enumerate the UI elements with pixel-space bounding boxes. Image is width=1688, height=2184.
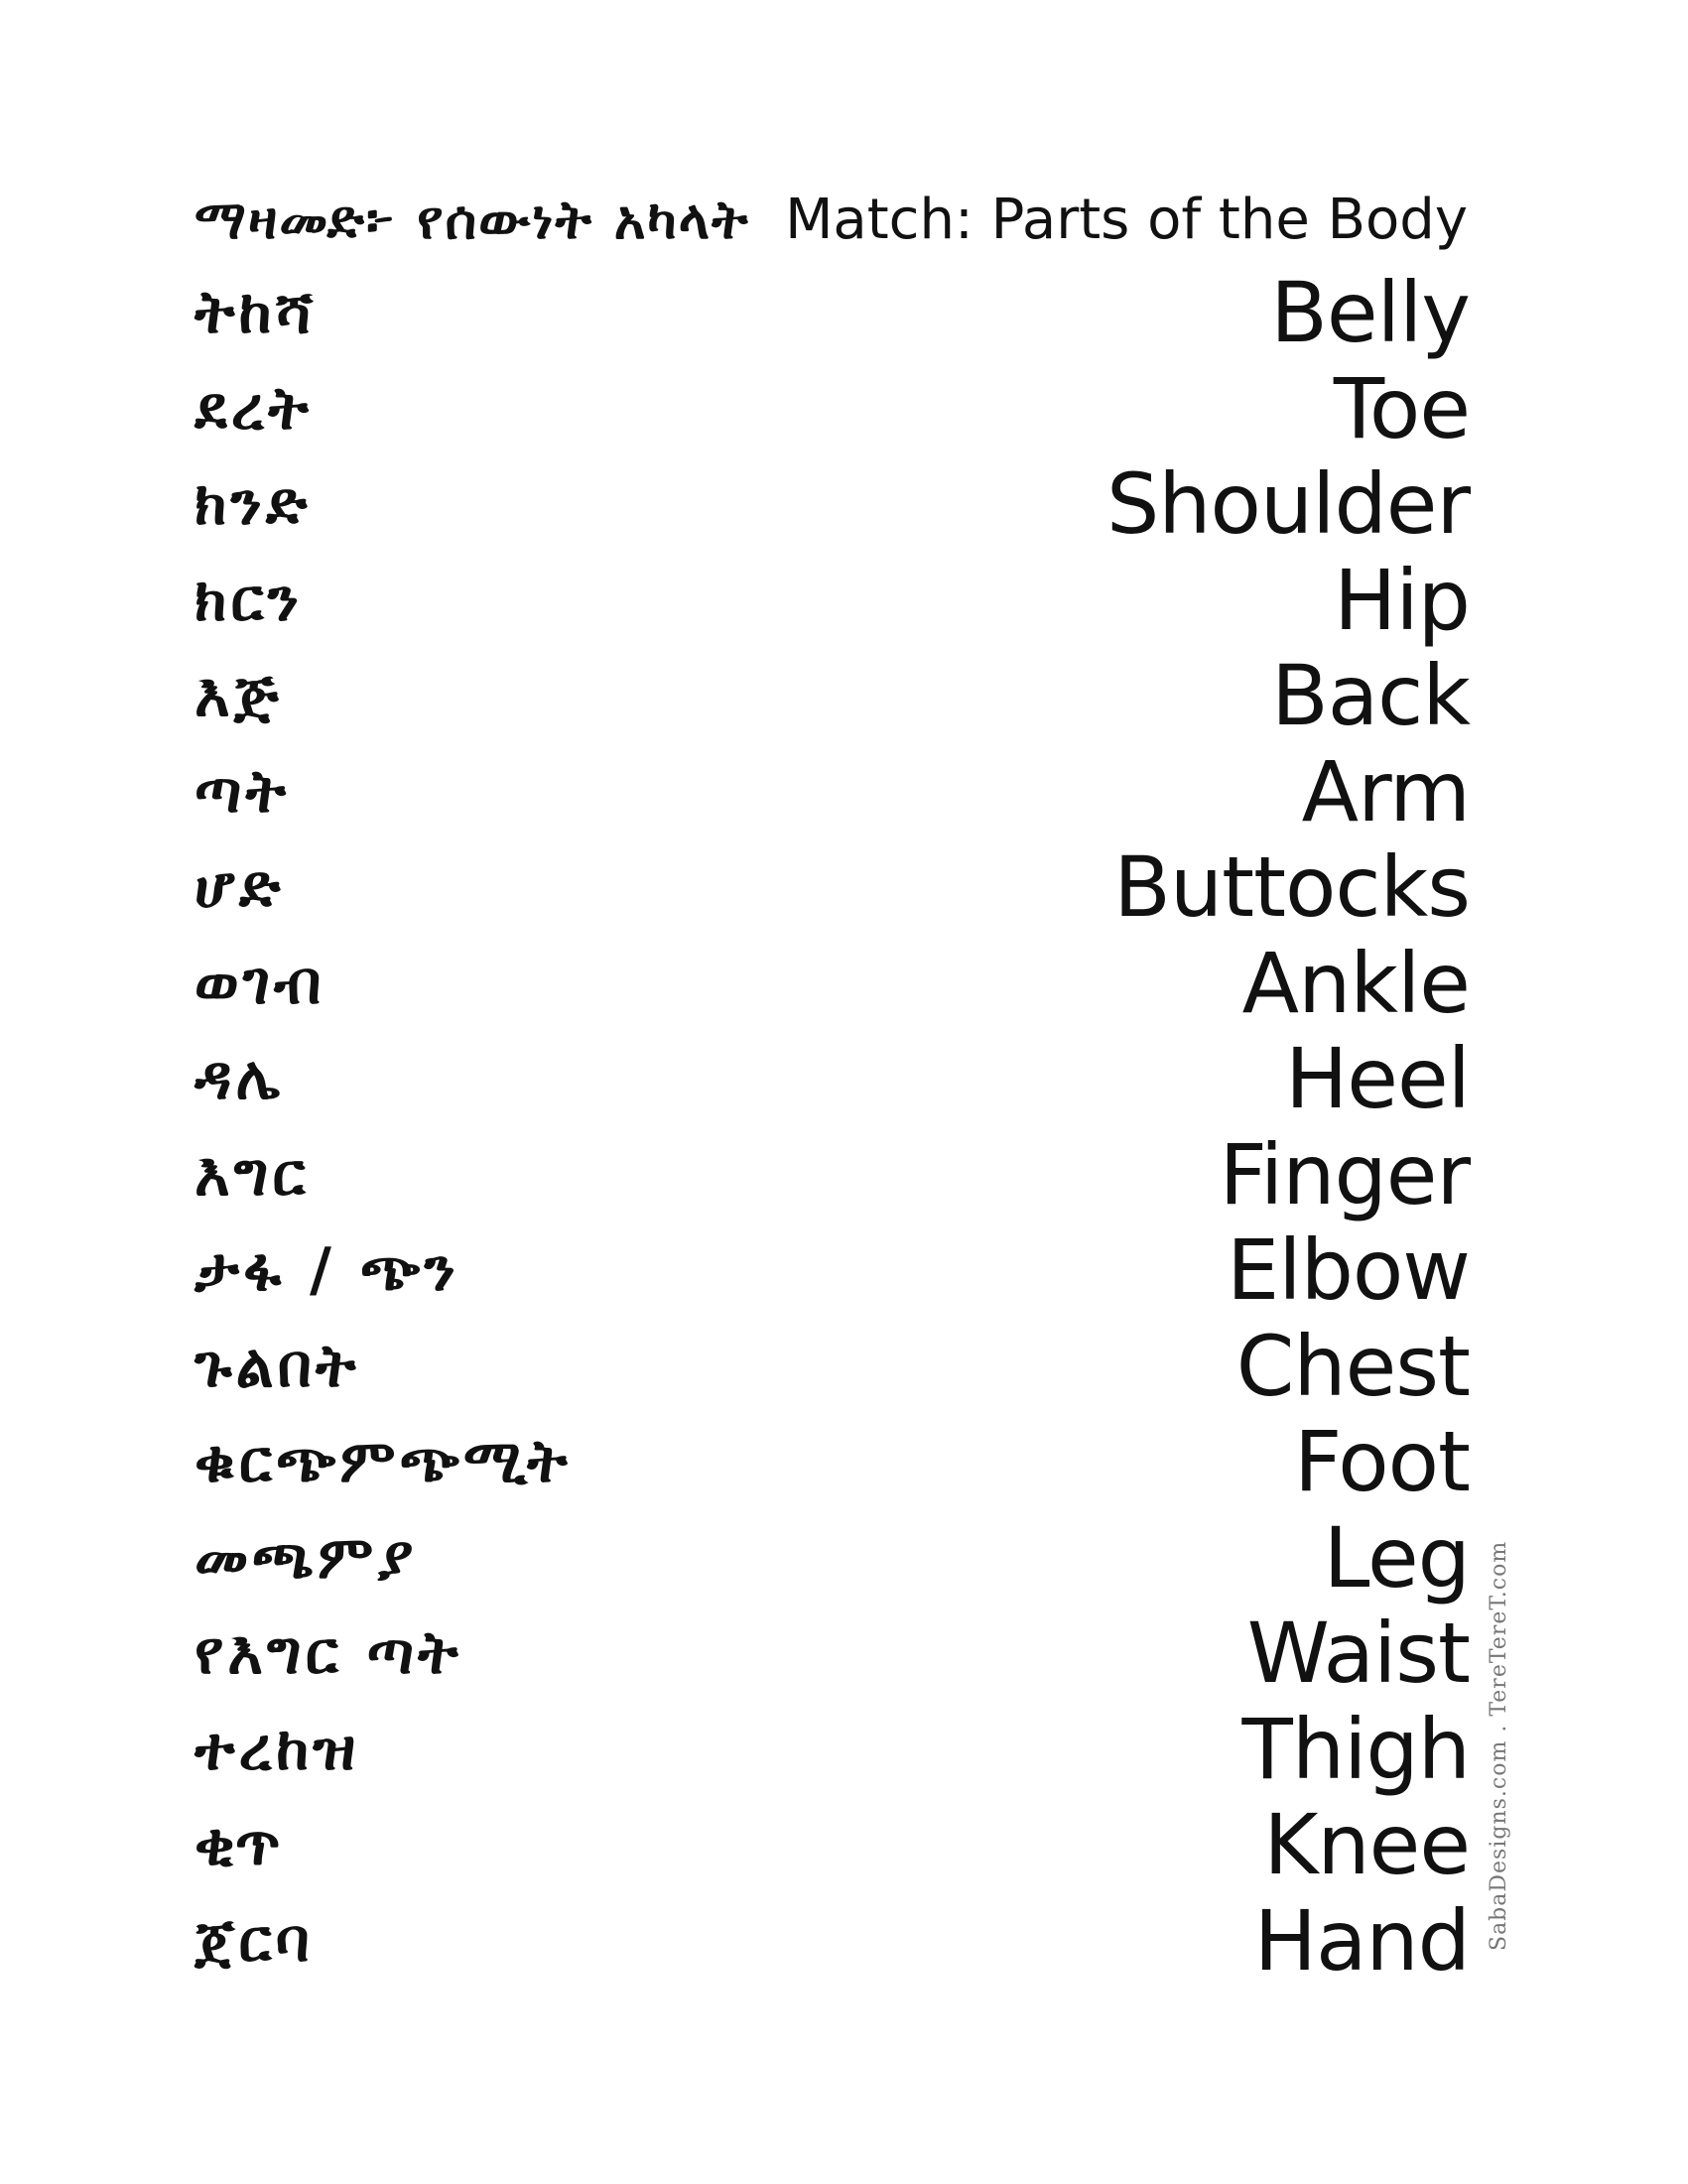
- amharic-word: ክርን: [195, 565, 304, 635]
- amharic-word: ታፋ / ጭን: [195, 1235, 459, 1305]
- matching-row: [195, 1797, 1470, 1893]
- matching-row: [195, 1127, 1470, 1223]
- amharic-word: ተረከዝ: [195, 1714, 360, 1784]
- english-word: Thigh: [1241, 1700, 1470, 1798]
- english-word: Back: [1271, 647, 1470, 744]
- english-word: Toe: [1333, 359, 1470, 457]
- english-word: Foot: [1293, 1413, 1470, 1510]
- english-word: Elbow: [1227, 1221, 1470, 1319]
- matching-list: [195, 265, 1470, 1989]
- english-word: Hip: [1334, 551, 1470, 649]
- amharic-word: ክንድ: [195, 469, 312, 539]
- english-word: Buttocks: [1113, 838, 1470, 936]
- matching-row: [195, 1702, 1470, 1798]
- credit-watermark: SabaDesigns.com . TereTereT.com: [1487, 1540, 1511, 1951]
- amharic-word: የእግር ጣት: [195, 1618, 462, 1688]
- matching-row: [195, 1319, 1470, 1415]
- amharic-word: ጀርባ: [195, 1905, 314, 1976]
- matching-row: [195, 1893, 1470, 1990]
- matching-row: [195, 1222, 1470, 1319]
- matching-row: [195, 361, 1470, 457]
- english-word: Belly: [1270, 264, 1470, 361]
- english-title: Match: Parts of the Body: [785, 188, 1468, 252]
- english-word: Heel: [1285, 1030, 1470, 1127]
- matching-row: [195, 648, 1470, 744]
- english-word: Shoulder: [1105, 455, 1470, 553]
- english-word: Waist: [1246, 1605, 1470, 1702]
- english-word: Finger: [1219, 1125, 1470, 1223]
- amharic-word: ቂጥ: [195, 1810, 285, 1879]
- matching-row: [195, 553, 1470, 649]
- matching-row: [195, 1606, 1470, 1702]
- amharic-word: ትከሻ: [195, 278, 317, 347]
- amharic-word: ሆድ: [195, 852, 285, 922]
- matching-row: [195, 1510, 1470, 1606]
- amharic-word: ደረት: [195, 373, 313, 444]
- matching-row: [195, 456, 1470, 553]
- matching-row: [195, 936, 1470, 1032]
- amharic-word: ዳሌ: [195, 1044, 285, 1113]
- matching-row: [195, 1414, 1470, 1510]
- matching-row: [195, 839, 1470, 936]
- english-word: Arm: [1301, 742, 1470, 840]
- amharic-word: መጫምያ: [195, 1522, 418, 1593]
- amharic-word: እጅ: [195, 661, 283, 730]
- amharic-word: ጉልበት: [195, 1331, 360, 1401]
- english-word: Chest: [1235, 1317, 1470, 1415]
- matching-row: [195, 1031, 1470, 1127]
- matching-row: [195, 744, 1470, 840]
- amharic-word: ወገብ: [195, 948, 325, 1018]
- amharic-word: ቁርጭምጭሚት: [195, 1427, 572, 1496]
- english-word: Hand: [1253, 1891, 1470, 1990]
- amharic-word: እግር: [195, 1139, 310, 1210]
- matching-row: [195, 265, 1470, 361]
- english-word: Leg: [1323, 1508, 1470, 1606]
- amharic-word: ጣት: [195, 756, 290, 827]
- english-word: Ankle: [1241, 934, 1470, 1032]
- amharic-title: ማዛመድ፦ የሰውነት አካላት: [195, 189, 750, 251]
- english-word: Knee: [1263, 1796, 1470, 1893]
